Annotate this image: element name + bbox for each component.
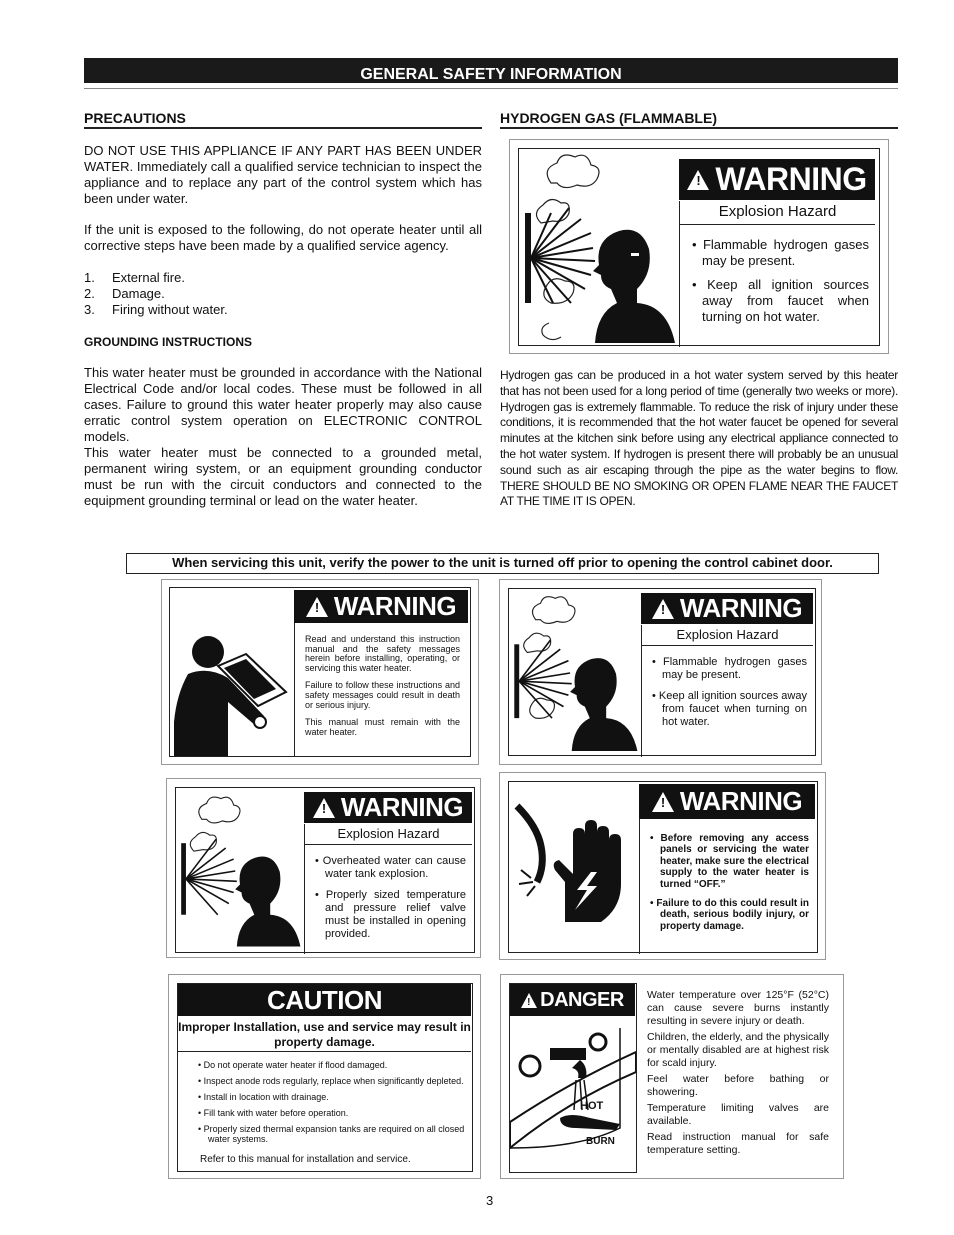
hot-water-burn-icon bbox=[510, 1018, 636, 1168]
list-item: 2. Damage. bbox=[84, 286, 165, 301]
list-item: 3. Firing without water. bbox=[84, 302, 228, 317]
alert-triangle-icon: ! bbox=[306, 597, 328, 617]
hydrogen-small-messages: • Flammable hydrogen gases may be present. • Keep all ignition sources away from faucet when turning on hot water. bbox=[641, 646, 813, 757]
page-number: 3 bbox=[486, 1193, 494, 1208]
precautions-paragraph-2: If the unit is exposed to the following, do not operate heater until all corrective steps have been made by a qualified service agency. bbox=[84, 222, 482, 253]
warning-header: ! WARNING bbox=[641, 593, 813, 624]
page-banner: GENERAL SAFETY INFORMATION bbox=[84, 58, 898, 83]
alert-triangle-icon: ! bbox=[652, 599, 674, 619]
danger-header: ! DANGER bbox=[510, 984, 635, 1016]
overheat-messages: • Overheated water can cause water tank explosion. • Properly sized temperature and pressure relief valve must be installed in opening provided. bbox=[304, 845, 472, 954]
exposure-list bbox=[84, 270, 228, 318]
electric-shock-hand-icon bbox=[513, 802, 629, 932]
hydrogen-rule bbox=[500, 127, 898, 129]
explosion-hazard-subtitle: Explosion Hazard bbox=[304, 824, 472, 845]
hydrogen-small-warning-label bbox=[499, 579, 822, 765]
grounding-paragraph-2: This water heater must be connected to a grounded metal, permanent wiring system, or an equipment grounding conductor must be run with the circuit conductors and connected to the equipment grounding terminal or lead on the water heater. bbox=[84, 445, 482, 508]
list-item: • Install in location with drainage. bbox=[198, 1092, 329, 1102]
danger-label bbox=[500, 974, 844, 1179]
explosion-person-icon bbox=[178, 792, 302, 950]
electrical-messages: • Before removing any access panels or servicing the water heater, make sure the electrical supply to the water heater is turned “OFF.” • Failure to do this could result in death, serious bodily injury, or property damage. bbox=[639, 819, 815, 954]
person-reading-icon bbox=[174, 618, 292, 756]
explosion-person-icon bbox=[521, 153, 677, 343]
caution-label bbox=[168, 974, 481, 1179]
caution-header: CAUTION bbox=[178, 984, 471, 1016]
caution-list bbox=[198, 1060, 468, 1150]
precautions-rule bbox=[84, 127, 482, 129]
list-item: • Fill tank with water before operation. bbox=[198, 1108, 349, 1118]
read-manual-warning-label bbox=[161, 579, 479, 765]
precautions-heading: PRECAUTIONS bbox=[84, 110, 186, 126]
hydrogen-label-messages: • Flammable hydrogen gases may be present. • Keep all ignition sources away from faucet when turning on hot water. bbox=[679, 225, 875, 347]
caution-subtitle: Improper Installation, use and service may result in property damage. bbox=[178, 1018, 471, 1052]
list-item: • Properly sized thermal expansion tanks are required on all closed water systems. bbox=[198, 1124, 465, 1144]
hydrogen-paragraph: Hydrogen gas can be produced in a hot water system served by this heater that has not been used for a long period of time (generally two weeks or more). Hydrogen gas is extremely flammable. To reduce the risk of injury under these conditions, it is recommended that the hot water faucet be opened for several minutes at the kitchen sink before using any electrical appliance connected to the hot water system. If hydrogen is present there will probably be an unusual sound such as air escaping through the pipe as the water begins to flow. THERE SHOULD BE NO SMOKING OR OPEN FLAME NEAR THE FAUCET AT THE TIME IT IS OPEN. bbox=[500, 368, 898, 509]
hot-label: HOT bbox=[580, 1100, 604, 1112]
list-item: • Inspect anode rods regularly, replace when significantly depleted. bbox=[198, 1076, 464, 1086]
burn-label: BURN bbox=[586, 1136, 615, 1147]
alert-triangle-icon: ! bbox=[687, 170, 709, 190]
grounding-heading: GROUNDING INSTRUCTIONS bbox=[84, 335, 252, 349]
banner-rule bbox=[84, 88, 898, 89]
electrical-warning-label bbox=[499, 772, 826, 960]
caution-footer: Refer to this manual for installation and service. bbox=[200, 1154, 411, 1165]
hydrogen-heading: HYDROGEN GAS (FLAMMABLE) bbox=[500, 110, 717, 126]
hydrogen-warning-label bbox=[509, 139, 889, 354]
explosion-hazard-subtitle: Explosion Hazard bbox=[679, 201, 875, 225]
grounding-paragraph-1: This water heater must be grounded in accordance with the National Electrical Code and/or local codes. These must be followed in all cases. Failure to ground this water heater properly may also cause erratic control system operation on ELECTRONIC CONTROL models. bbox=[84, 365, 482, 444]
explosion-hazard-subtitle: Explosion Hazard bbox=[641, 625, 813, 646]
overheat-warning-label bbox=[166, 778, 481, 958]
warning-header: ! WARNING bbox=[294, 590, 468, 623]
warning-header: ! WARNING bbox=[639, 784, 815, 819]
servicing-notice: When servicing this unit, verify the power to the unit is turned off prior to opening the control cabinet door. bbox=[126, 553, 879, 574]
list-item: • Do not operate water heater if flood damaged. bbox=[198, 1060, 388, 1070]
danger-messages: Water temperature over 125°F (52°C) can cause severe burns instantly resulting in severe injury or death. Children, the elderly, and the physically or mentally disabled are at highest risk for scald injury. Feel water before bathing or showering. Temperature limiting valves are available. Read instruction manual for safe temperature setting. bbox=[647, 989, 829, 1156]
read-manual-messages: Read and understand this instruction manual and the safety messages herein before installing, operating, or servicing this water heater. Failure to follow these instructions and safety messages could result in death or serious injury. This manual must remain with the water heater. bbox=[294, 623, 468, 756]
list-item: 1. External fire. bbox=[84, 270, 185, 285]
warning-header: ! WARNING bbox=[304, 792, 472, 823]
explosion-person-icon bbox=[511, 593, 639, 753]
warning-header: ! WARNING bbox=[679, 159, 875, 200]
alert-triangle-icon: ! bbox=[521, 993, 537, 1008]
precautions-paragraph-1: DO NOT USE THIS APPLIANCE IF ANY PART HAS BEEN UNDER WATER. Immediately call a qualified service technician to inspect the appliance and to replace any part of the control system which has been under water. bbox=[84, 143, 482, 206]
alert-triangle-icon: ! bbox=[652, 792, 674, 812]
alert-triangle-icon: ! bbox=[313, 798, 335, 818]
